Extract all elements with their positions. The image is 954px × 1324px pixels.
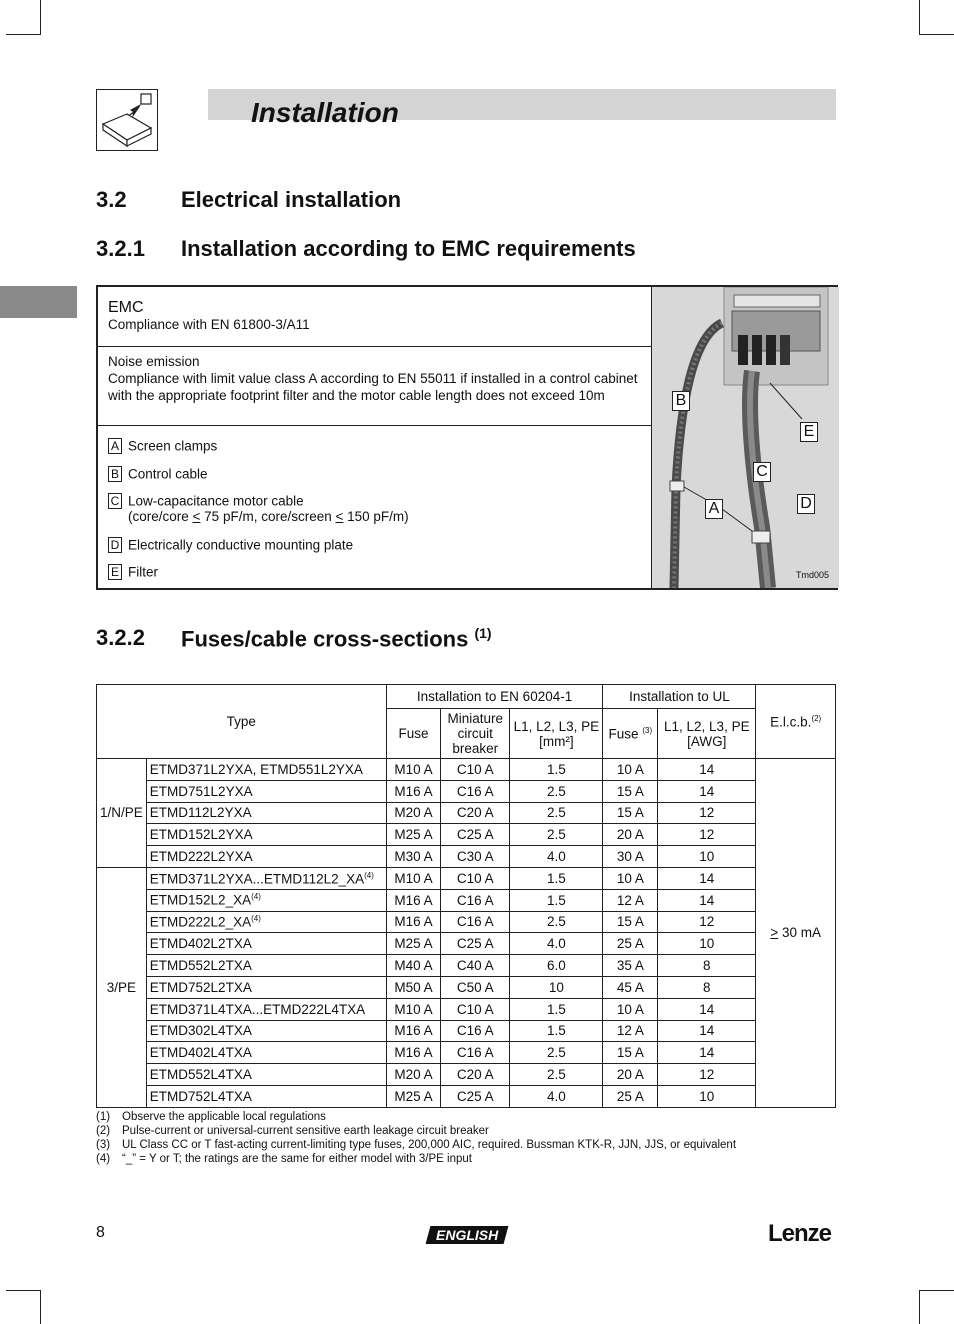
cell-ul-fuse: 20 A	[603, 1064, 658, 1086]
cell-awg: 12	[658, 824, 756, 846]
cell-type	[146, 824, 386, 846]
header-fuse: Fuse	[386, 709, 441, 759]
type-text: ETMD752L2TXA	[149, 979, 252, 995]
cell-ul-fuse: 10 A	[603, 998, 658, 1020]
legend-item-c	[108, 493, 304, 509]
section-number: 3.2.2	[96, 625, 145, 650]
header-mcb: Miniature circuit breaker	[441, 709, 510, 759]
crop-mark	[919, 1290, 920, 1324]
table-row	[97, 846, 836, 868]
fuse-table	[96, 684, 836, 1108]
type-text: ETMD752L4TXA	[149, 1088, 252, 1104]
cell-awg: 10	[658, 933, 756, 955]
photo-label-e: E	[800, 422, 818, 442]
header-mm2-line1: L1, L2, L3, PE	[513, 718, 600, 734]
elcb-value: 30 mA	[778, 925, 822, 941]
cell-fuse: M20 A	[386, 1064, 441, 1086]
cell-fuse: M16 A	[386, 889, 441, 911]
cell-awg: 8	[658, 955, 756, 977]
cell-fuse: M25 A	[386, 824, 441, 846]
cell-fuse: M10 A	[386, 759, 441, 781]
type-text: ETMD222L2_XA	[149, 914, 252, 930]
section-number: 3.2.1	[96, 236, 145, 261]
cell-mcb: C50 A	[441, 976, 510, 998]
cell-fuse: M25 A	[386, 1085, 441, 1107]
cell-mcb: C20 A	[441, 1064, 510, 1086]
cell-ul-fuse: 25 A	[603, 933, 658, 955]
installation-icon	[96, 89, 158, 151]
cell-ul-fuse: 10 A	[603, 759, 658, 781]
cell-mcb: C16 A	[441, 780, 510, 802]
cell-fuse: M10 A	[386, 998, 441, 1020]
page-number: 8	[96, 1224, 105, 1241]
cell-awg: 8	[658, 976, 756, 998]
type-text: ETMD402L4TXA	[149, 1045, 252, 1061]
footnote-number: (4)	[96, 1153, 111, 1165]
cell-ul-fuse: 20 A	[603, 824, 658, 846]
header-awg	[658, 709, 756, 759]
type-text: ETMD371L2YXA, ETMD551L2YXA	[149, 761, 363, 777]
crop-mark	[6, 1290, 41, 1291]
cell-awg: 10	[658, 1085, 756, 1107]
cell-mcb: C40 A	[441, 955, 510, 977]
footnote-number: (3)	[96, 1139, 111, 1151]
table-row	[97, 1020, 836, 1042]
emc-compliance-section	[98, 287, 651, 347]
cell-mm2: 6.0	[510, 955, 603, 977]
photo-label-a: A	[705, 499, 723, 519]
header-ul: Installation to UL	[603, 685, 756, 709]
table-row	[97, 780, 836, 802]
supply-group: 3/PE	[97, 867, 147, 1107]
cell-fuse: M30 A	[386, 846, 441, 868]
cell-awg: 14	[658, 867, 756, 889]
footnote-text: UL Class CC or T fast-acting current-limiting type fuses, 200,000 AIC, required. Bussman KTK-R, JJN, JJS, or equivalent	[122, 1139, 737, 1151]
table-row	[97, 889, 836, 911]
heading-3-2-1	[96, 236, 796, 266]
table-row	[97, 955, 836, 977]
cell-awg: 14	[658, 1020, 756, 1042]
cell-mcb: C30 A	[441, 846, 510, 868]
cell-mm2: 2.5	[510, 824, 603, 846]
cell-mcb: C25 A	[441, 1085, 510, 1107]
table-row	[97, 867, 836, 889]
cell-ul-fuse: 15 A	[603, 802, 658, 824]
cell-mcb: C10 A	[441, 867, 510, 889]
emc-text-column	[98, 287, 651, 588]
cell-mm2: 1.5	[510, 759, 603, 781]
header-elcb	[756, 685, 836, 759]
cell-awg: 14	[658, 889, 756, 911]
noise-emission-section	[98, 347, 651, 426]
footnote-number: (2)	[96, 1125, 111, 1137]
cell-ul-fuse: 12 A	[603, 1020, 658, 1042]
language-label: ENGLISH	[435, 1227, 499, 1243]
cell-type	[146, 867, 386, 889]
section-title: Installation according to EMC requirements	[181, 236, 636, 261]
footnote-number: (1)	[96, 1111, 111, 1123]
cell-type	[146, 1085, 386, 1107]
noise-text: Compliance with limit value class A according to EN 55011 if installed in a control cabinet with the appropriate footprint filter and the motor cable length does not exceed 10m	[108, 371, 638, 403]
legend-key: A	[108, 438, 122, 454]
header-ul-fuse-text: Fuse	[608, 726, 639, 742]
supply-group: 1/N/PE	[97, 759, 147, 868]
footnote-ref: (3)	[642, 725, 653, 735]
section-number: 3.2	[96, 187, 127, 212]
legend-key: E	[108, 564, 122, 580]
table-row	[97, 976, 836, 998]
footnote-ref: (2)	[811, 713, 822, 723]
cell-mm2: 1.5	[510, 867, 603, 889]
cell-type	[146, 1064, 386, 1086]
type-text: ETMD222L2YXA	[149, 849, 253, 865]
cell-type	[146, 1020, 386, 1042]
cable-spec	[128, 509, 409, 524]
cell-type	[146, 976, 386, 998]
cell-mm2: 4.0	[510, 933, 603, 955]
legend-desc: Low-capacitance motor cable	[128, 493, 304, 509]
brand-logo: Lenze	[768, 1220, 832, 1247]
cell-mcb: C16 A	[441, 911, 510, 933]
cable-spec-op: <	[335, 509, 344, 524]
photo-label-b: B	[672, 391, 690, 411]
type-text: ETMD552L2TXA	[149, 958, 252, 974]
cell-mm2: 1.5	[510, 998, 603, 1020]
legend-key: C	[108, 493, 122, 509]
cell-awg: 14	[658, 1042, 756, 1064]
type-text: ETMD112L2YXA	[149, 805, 252, 821]
cell-type	[146, 1042, 386, 1064]
section-title	[181, 625, 492, 652]
footnote-text: Observe the applicable local regulations	[122, 1111, 326, 1123]
cell-type	[146, 846, 386, 868]
cell-type	[146, 998, 386, 1020]
table-row	[97, 911, 836, 933]
footnote-text: “_” = Y or T; the ratings are the same for either model with 3/PE input	[122, 1153, 472, 1165]
cell-type	[146, 955, 386, 977]
cell-mm2: 2.5	[510, 802, 603, 824]
type-text: ETMD552L4TXA	[149, 1067, 252, 1083]
cell-awg: 12	[658, 1064, 756, 1086]
cell-mm2: 2.5	[510, 911, 603, 933]
cell-mcb: C25 A	[441, 824, 510, 846]
legend-desc: Screen clamps	[128, 438, 218, 454]
crop-mark	[919, 34, 954, 35]
header-awg-line2: [AWG]	[687, 733, 727, 749]
crop-mark	[40, 1290, 41, 1324]
header-type: Type	[97, 685, 387, 759]
table-row	[97, 802, 836, 824]
cell-mm2: 1.5	[510, 1020, 603, 1042]
cell-type	[146, 802, 386, 824]
cell-fuse: M40 A	[386, 955, 441, 977]
cable-spec-op: <	[192, 509, 201, 524]
table-row	[97, 933, 836, 955]
cell-fuse: M50 A	[386, 976, 441, 998]
fuse-table-body	[97, 759, 836, 1108]
emc-title: EMC	[108, 299, 144, 316]
cell-awg: 14	[658, 780, 756, 802]
type-text: ETMD371L2YXA...ETMD112L2_XA	[149, 871, 365, 887]
cell-mcb: C16 A	[441, 1042, 510, 1064]
crop-mark	[919, 1290, 954, 1291]
cell-awg: 12	[658, 911, 756, 933]
section-title-text: Fuses/cable cross-sections	[181, 626, 469, 652]
header-awg-line1: L1, L2, L3, PE	[664, 718, 750, 734]
header-mm2	[510, 709, 603, 759]
language-badge	[426, 1226, 509, 1244]
type-text: ETMD152L2_XA	[149, 892, 252, 908]
cell-ul-fuse: 15 A	[603, 911, 658, 933]
cell-fuse: M16 A	[386, 1020, 441, 1042]
cell-mm2: 1.5	[510, 889, 603, 911]
cell-mm2: 4.0	[510, 846, 603, 868]
cell-ul-fuse: 15 A	[603, 1042, 658, 1064]
cell-elcb	[756, 759, 836, 1108]
cell-mcb: C16 A	[441, 1020, 510, 1042]
page-title: Installation	[251, 97, 399, 128]
legend-desc: Electrically conductive mounting plate	[128, 537, 354, 553]
cell-ul-fuse: 35 A	[603, 955, 658, 977]
table-row	[97, 759, 836, 781]
table-row	[97, 1042, 836, 1064]
cell-type	[146, 933, 386, 955]
footnote-ref: (4)	[251, 892, 261, 902]
cable-spec-text: (core/core	[128, 509, 193, 524]
cell-awg: 12	[658, 802, 756, 824]
cell-mcb: C10 A	[441, 998, 510, 1020]
cell-ul-fuse: 25 A	[603, 1085, 658, 1107]
cell-fuse: M16 A	[386, 780, 441, 802]
type-text: ETMD302L4TXA	[149, 1023, 252, 1039]
type-text: ETMD402L2TXA	[149, 936, 252, 952]
legend-desc: Filter	[128, 564, 158, 580]
legend-item-d	[108, 537, 353, 553]
cell-fuse: M10 A	[386, 867, 441, 889]
header-mm2-line2: [mm²]	[539, 733, 574, 749]
photo-label-d: D	[797, 494, 815, 514]
cell-type	[146, 911, 386, 933]
chapter-tab	[0, 286, 77, 318]
section-footnote-ref: (1)	[474, 625, 492, 641]
cell-ul-fuse: 30 A	[603, 846, 658, 868]
cell-ul-fuse: 10 A	[603, 867, 658, 889]
cell-awg: 10	[658, 846, 756, 868]
cell-mcb: C10 A	[441, 759, 510, 781]
crop-mark	[40, 0, 41, 34]
table-row	[97, 998, 836, 1020]
emc-installation-photo	[651, 287, 839, 588]
table-row	[97, 1085, 836, 1107]
legend-item-b	[108, 466, 208, 482]
footnote-text: Pulse-current or universal-current sensitive earth leakage circuit breaker	[122, 1125, 489, 1137]
type-text: ETMD371L4TXA...ETMD222L4TXA	[149, 1001, 366, 1017]
elcb-operator: >	[770, 925, 779, 941]
cell-mm2: 4.0	[510, 1085, 603, 1107]
table-row	[97, 824, 836, 846]
legend-item-a	[108, 438, 217, 454]
type-text: ETMD751L2YXA	[149, 783, 253, 799]
photo-reference: Tmd005	[795, 570, 829, 580]
emc-compliance-text: Compliance with EN 61800-3/A11	[108, 317, 310, 332]
emc-panel	[96, 285, 838, 590]
cable-spec-text: 75 pF/m, core/screen	[200, 509, 336, 524]
cell-fuse: M16 A	[386, 911, 441, 933]
header-ul-fuse	[603, 709, 658, 759]
cell-awg: 14	[658, 998, 756, 1020]
cell-mcb: C25 A	[441, 933, 510, 955]
footnote-ref: (4)	[251, 914, 261, 924]
legend-desc: Control cable	[128, 466, 208, 482]
footnote-ref: (4)	[364, 870, 374, 880]
cell-type	[146, 780, 386, 802]
legend-key: B	[108, 466, 122, 482]
cell-awg: 14	[658, 759, 756, 781]
heading-3-2-2	[96, 625, 796, 655]
cell-mm2: 2.5	[510, 780, 603, 802]
type-text: ETMD152L2YXA	[149, 827, 253, 843]
crop-mark	[919, 0, 920, 34]
cell-mcb: C16 A	[441, 889, 510, 911]
cable-spec-text: 150 pF/m)	[343, 509, 409, 524]
header-en60204: Installation to EN 60204-1	[386, 685, 603, 709]
cell-fuse: M16 A	[386, 1042, 441, 1064]
cell-mcb: C20 A	[441, 802, 510, 824]
heading-3-2	[96, 187, 796, 217]
header-elcb-text: E.l.c.b.	[770, 714, 812, 730]
cell-mm2: 2.5	[510, 1042, 603, 1064]
cell-ul-fuse: 45 A	[603, 976, 658, 998]
noise-title: Noise emission	[108, 354, 200, 369]
section-title: Electrical installation	[181, 187, 402, 212]
table-row	[97, 1064, 836, 1086]
cell-type	[146, 889, 386, 911]
cell-mm2: 2.5	[510, 1064, 603, 1086]
cell-type	[146, 759, 386, 781]
cell-mm2: 10	[510, 976, 603, 998]
crop-mark	[6, 34, 41, 35]
legend-item-e	[108, 564, 158, 580]
cell-fuse: M20 A	[386, 802, 441, 824]
photo-label-c: C	[753, 462, 771, 482]
cell-ul-fuse: 12 A	[603, 889, 658, 911]
legend-key: D	[108, 537, 122, 553]
cell-ul-fuse: 15 A	[603, 780, 658, 802]
cell-fuse: M25 A	[386, 933, 441, 955]
